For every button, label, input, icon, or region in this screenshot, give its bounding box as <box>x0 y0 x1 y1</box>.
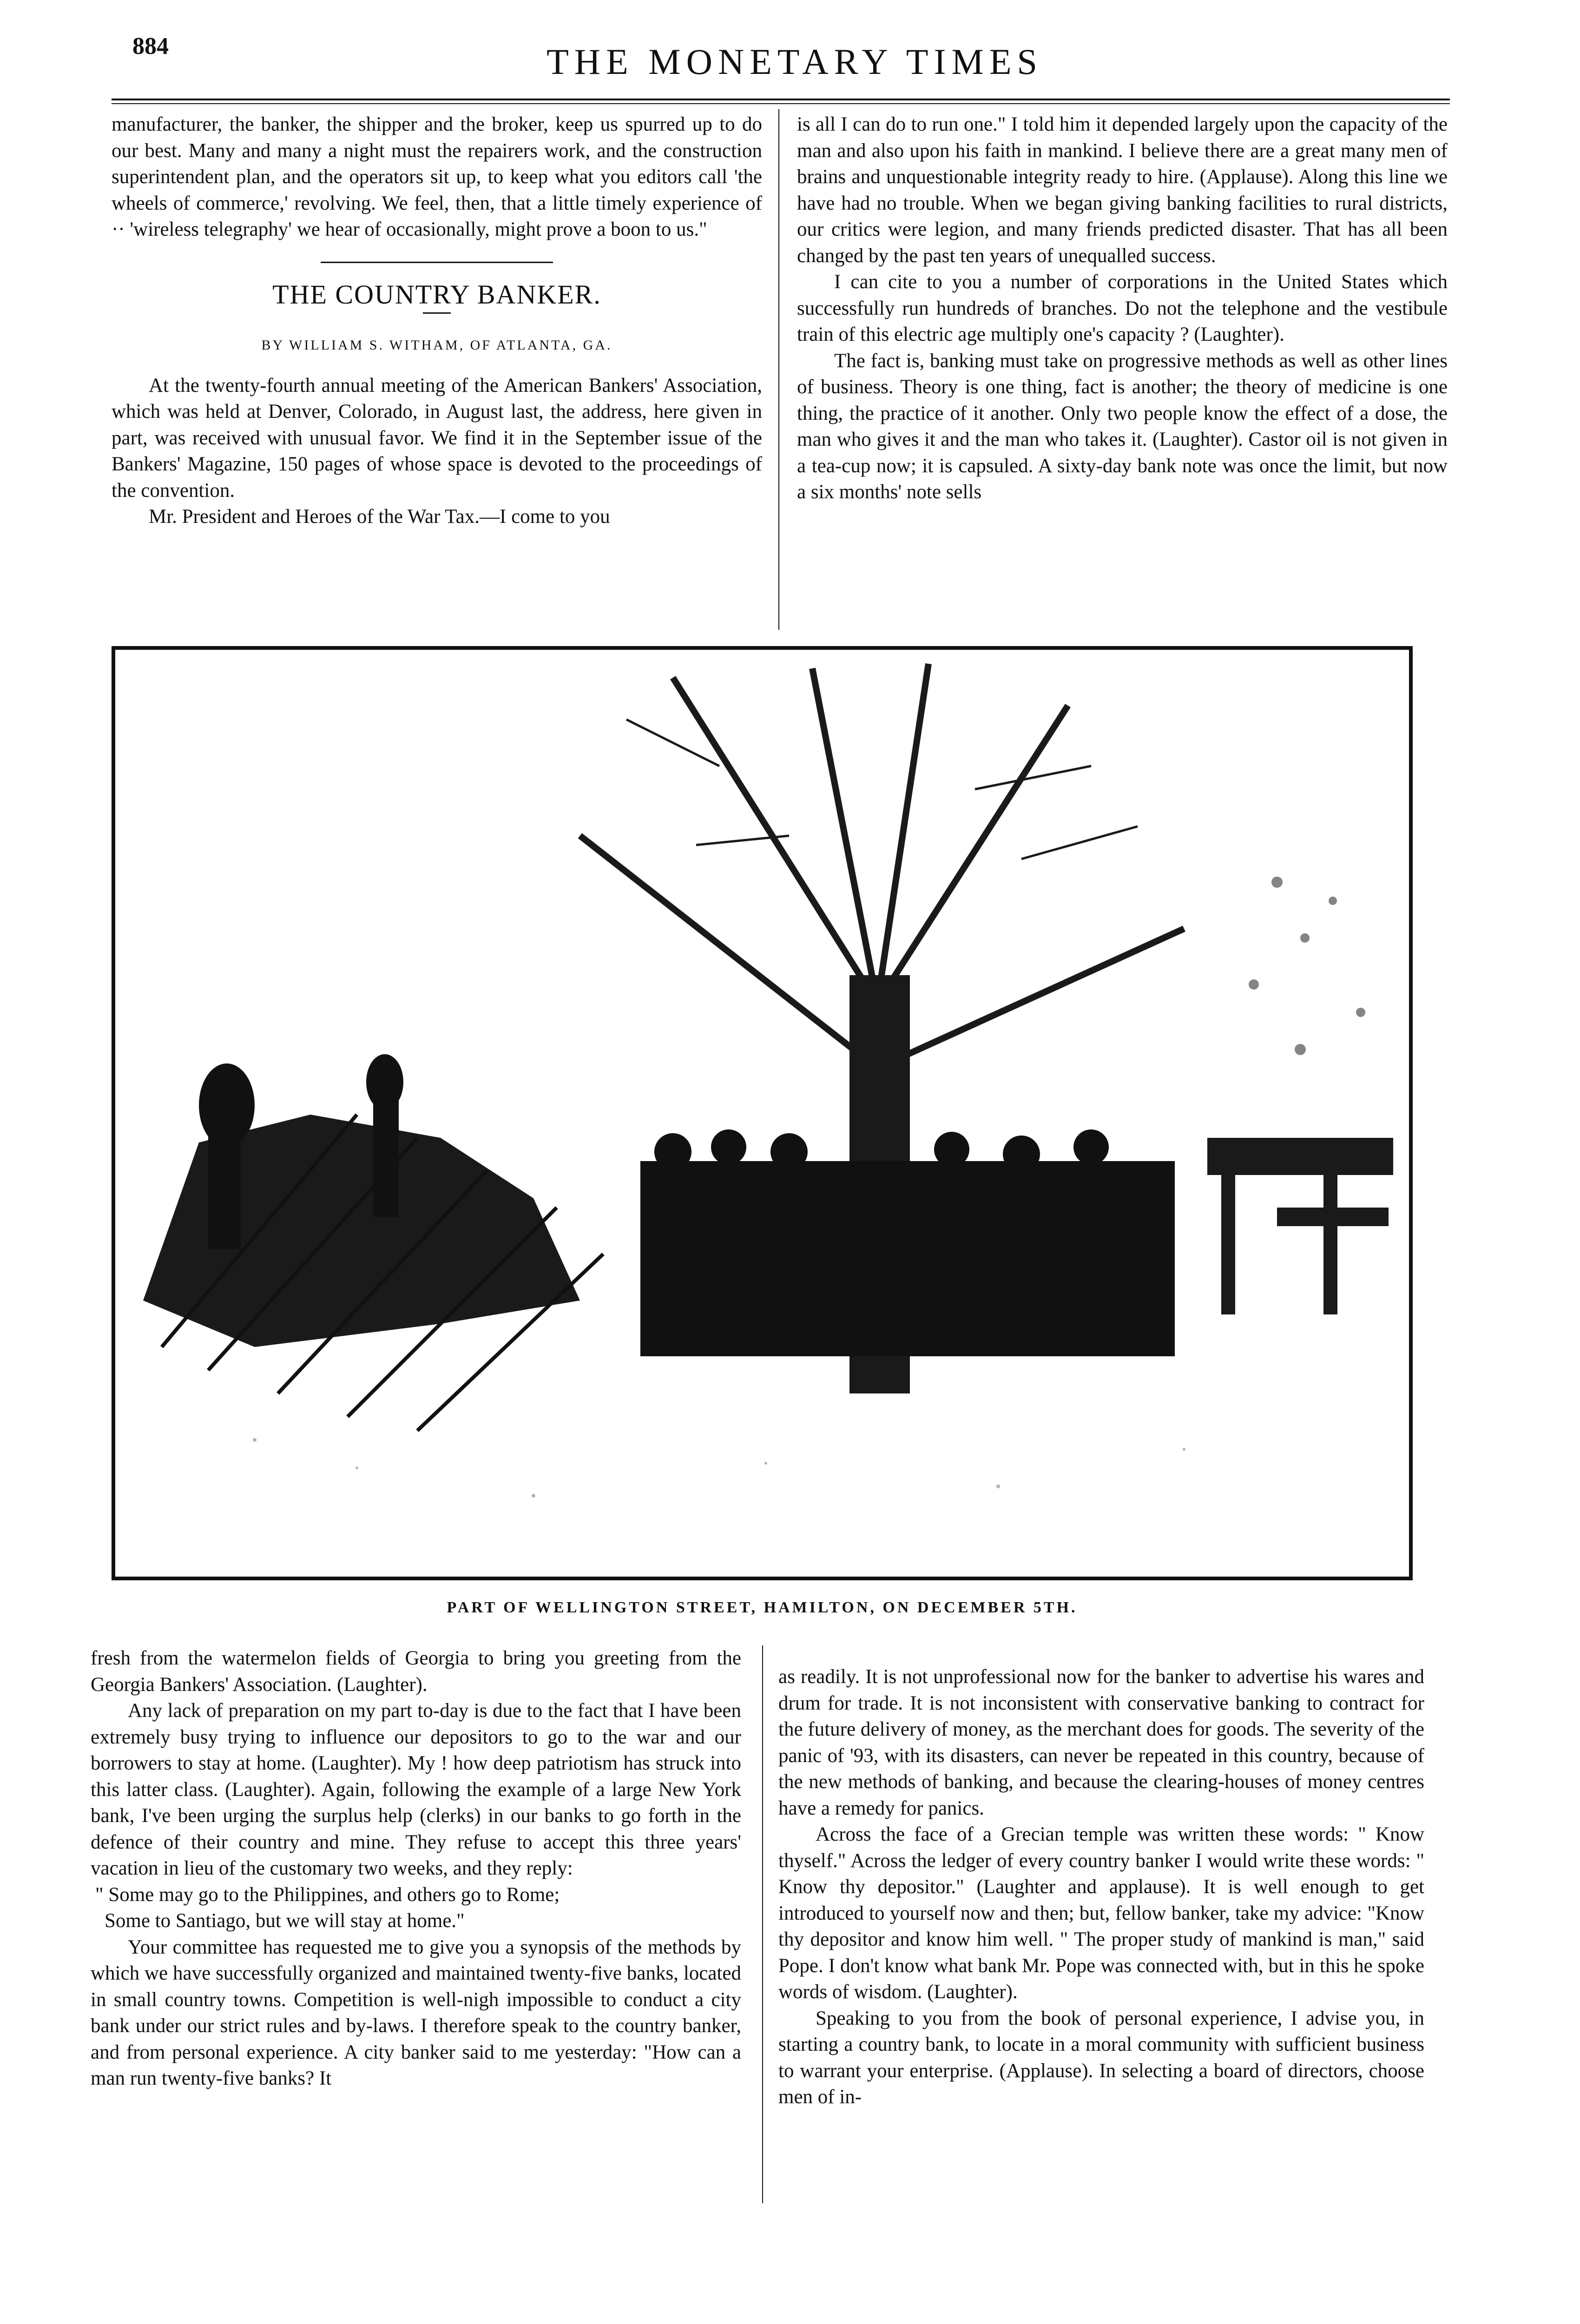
verse-line: Some to Santiago, but we will stay at home." <box>105 1910 465 1932</box>
bottom-left-column <box>91 1645 741 2092</box>
verse-line: " Some may go to the Philippines, and others go to Rome; <box>95 1883 560 1906</box>
winter-street-scene-image <box>115 650 1409 1577</box>
section-divider <box>321 262 553 263</box>
street-photograph <box>112 646 1413 1580</box>
article-paragraph: as readily. It is not unprofessional now for the banker to advertise his wares and drum for trade. It is not inconsistent with conservative banking to contract for the future delivery of money, as the merchant does for goods. The severity of the panic of '93, with its disasters, can never be repeated in this country, because of the new methods of banking, and because the clearing-houses of money centres have a remedy for panics. <box>778 1666 1424 1819</box>
column-divider-bottom <box>762 1645 763 2203</box>
article-byline: BY WILLIAM S. WITHAM, OF ATLANTA, GA. <box>261 337 612 353</box>
article-paragraph: Any lack of preparation on my part to-day is due to the fact that I have been extremely busy trying to influence our depositors to go to the war and our borrowers to stay at home. (Laughter). My ! how deep patriotism has struck into this latter class. (Laughter). Again, following the example of a large New York bank, I've been urging the surplus help (clerks) in our banks to go forth in the defence of their country and mine. They refuse to accept this three years' vacation in lieu of the customary two weeks, and they reply: <box>91 1700 741 1879</box>
publication-title: THE MONETARY TIMES <box>546 41 1043 82</box>
top-right-column <box>797 112 1448 506</box>
article-paragraph: Mr. President and Heroes of the War Tax.—I come to you <box>149 506 610 528</box>
article-paragraph: is all I can do to run one." I told him it depended largely upon the capacity of the man and also upon his faith in mankind. I believe there are a great many men of brains and unquestionable integrity ready to hire. (Applause). Along this line we have had no trouble. When we began giving banking facilities to rural districts, our critics were legion, and many friends predicted disaster. That has all been changed by the past ten years of unequalled success. <box>797 113 1448 267</box>
article-paragraph: At the twenty-fourth annual meeting of the American Bankers' Association, which was held at Denver, Colorado, in August last, the address, here given in part, was received with unusual favor. We find it in the September issue of the Bankers' Magazine, 150 pages of whose space is devoted to the proceedings of the convention. <box>112 374 762 502</box>
article-paragraph: Speaking to you from the book of personal experience, I advise you, in starting a country bank, to locate in a moral community with sufficient business to warrant your enterprise. (Applause). In selecting a board of directors, choose men of in- <box>778 2007 1424 2108</box>
column-divider-top <box>778 109 779 630</box>
header-rule-top <box>112 99 1450 100</box>
article-title: THE COUNTRY BANKER. <box>272 279 601 310</box>
article-paragraph: fresh from the watermelon fields of Georgia to bring you greeting from the Georgia Bankers' Association. (Laughter). <box>91 1647 741 1696</box>
article-paragraph: Your committee has requested me to give you a synopsis of the methods by which we have successfully organized and maintained twenty-five banks, located in small country towns. Competition is well-nigh impossible to conduct a city bank under our strict rules and by-laws. I therefore speak to the country banker, and from personal experience. A city banker said to me yesterday: "How can a man run twenty-five banks? It <box>91 1936 741 2089</box>
header-rule-bottom <box>112 103 1450 104</box>
article-paragraph: Across the face of a Grecian temple was written these words: " Know thyself." Across the ledger of every country banker I would write these words: " Know thy depositor." (Laughter and applause). It is well enough to get introduced to yourself now and then; but, fellow banker, take my advice: "Know thy depositor and know him well. " The proper study of mankind is man," said Pope. I don't know what bank Mr. Pope was connected with, but in this he spoke words of wisdom. (Laughter). <box>778 1823 1424 2003</box>
title-rule <box>423 312 451 314</box>
top-left-column <box>112 112 762 530</box>
article-paragraph: I can cite to you a number of corporations in the United States which successfully run hundreds of branches. Do not the telephone and the vestibule train of this electric age multiply one's capacity ? (Laughter). <box>797 271 1448 345</box>
article-paragraph: The fact is, banking must take on progressive methods as well as other lines of business. Theory is one thing, fact is another; the theory of medicine is one thing, the practice of it another. Only two people know the effect of a dose, the man who gives it and the man who takes it. (Laughter). Castor oil is not given in a tea-cup now; it is capsuled. A sixty-day bank note was once the limit, but now a six months' note sells <box>797 350 1448 503</box>
intro-paragraph: manufacturer, the banker, the shipper and the broker, keep us spurred up to do our best. Many and many a night must the repairers work, and the construction superintendent plan, and the operators sit up, to keep what you editors call 'the wheels of commerce,' revolving. We feel, then, that a little timely experience of ·· 'wireless telegraphy' we hear of occasionally, might prove a boon to us." <box>112 113 762 240</box>
page-number: 884 <box>132 33 169 59</box>
bottom-right-column <box>778 1664 1424 2111</box>
photo-caption: PART OF WELLINGTON STREET, HAMILTON, ON DECEMBER 5TH. <box>447 1599 1078 1616</box>
